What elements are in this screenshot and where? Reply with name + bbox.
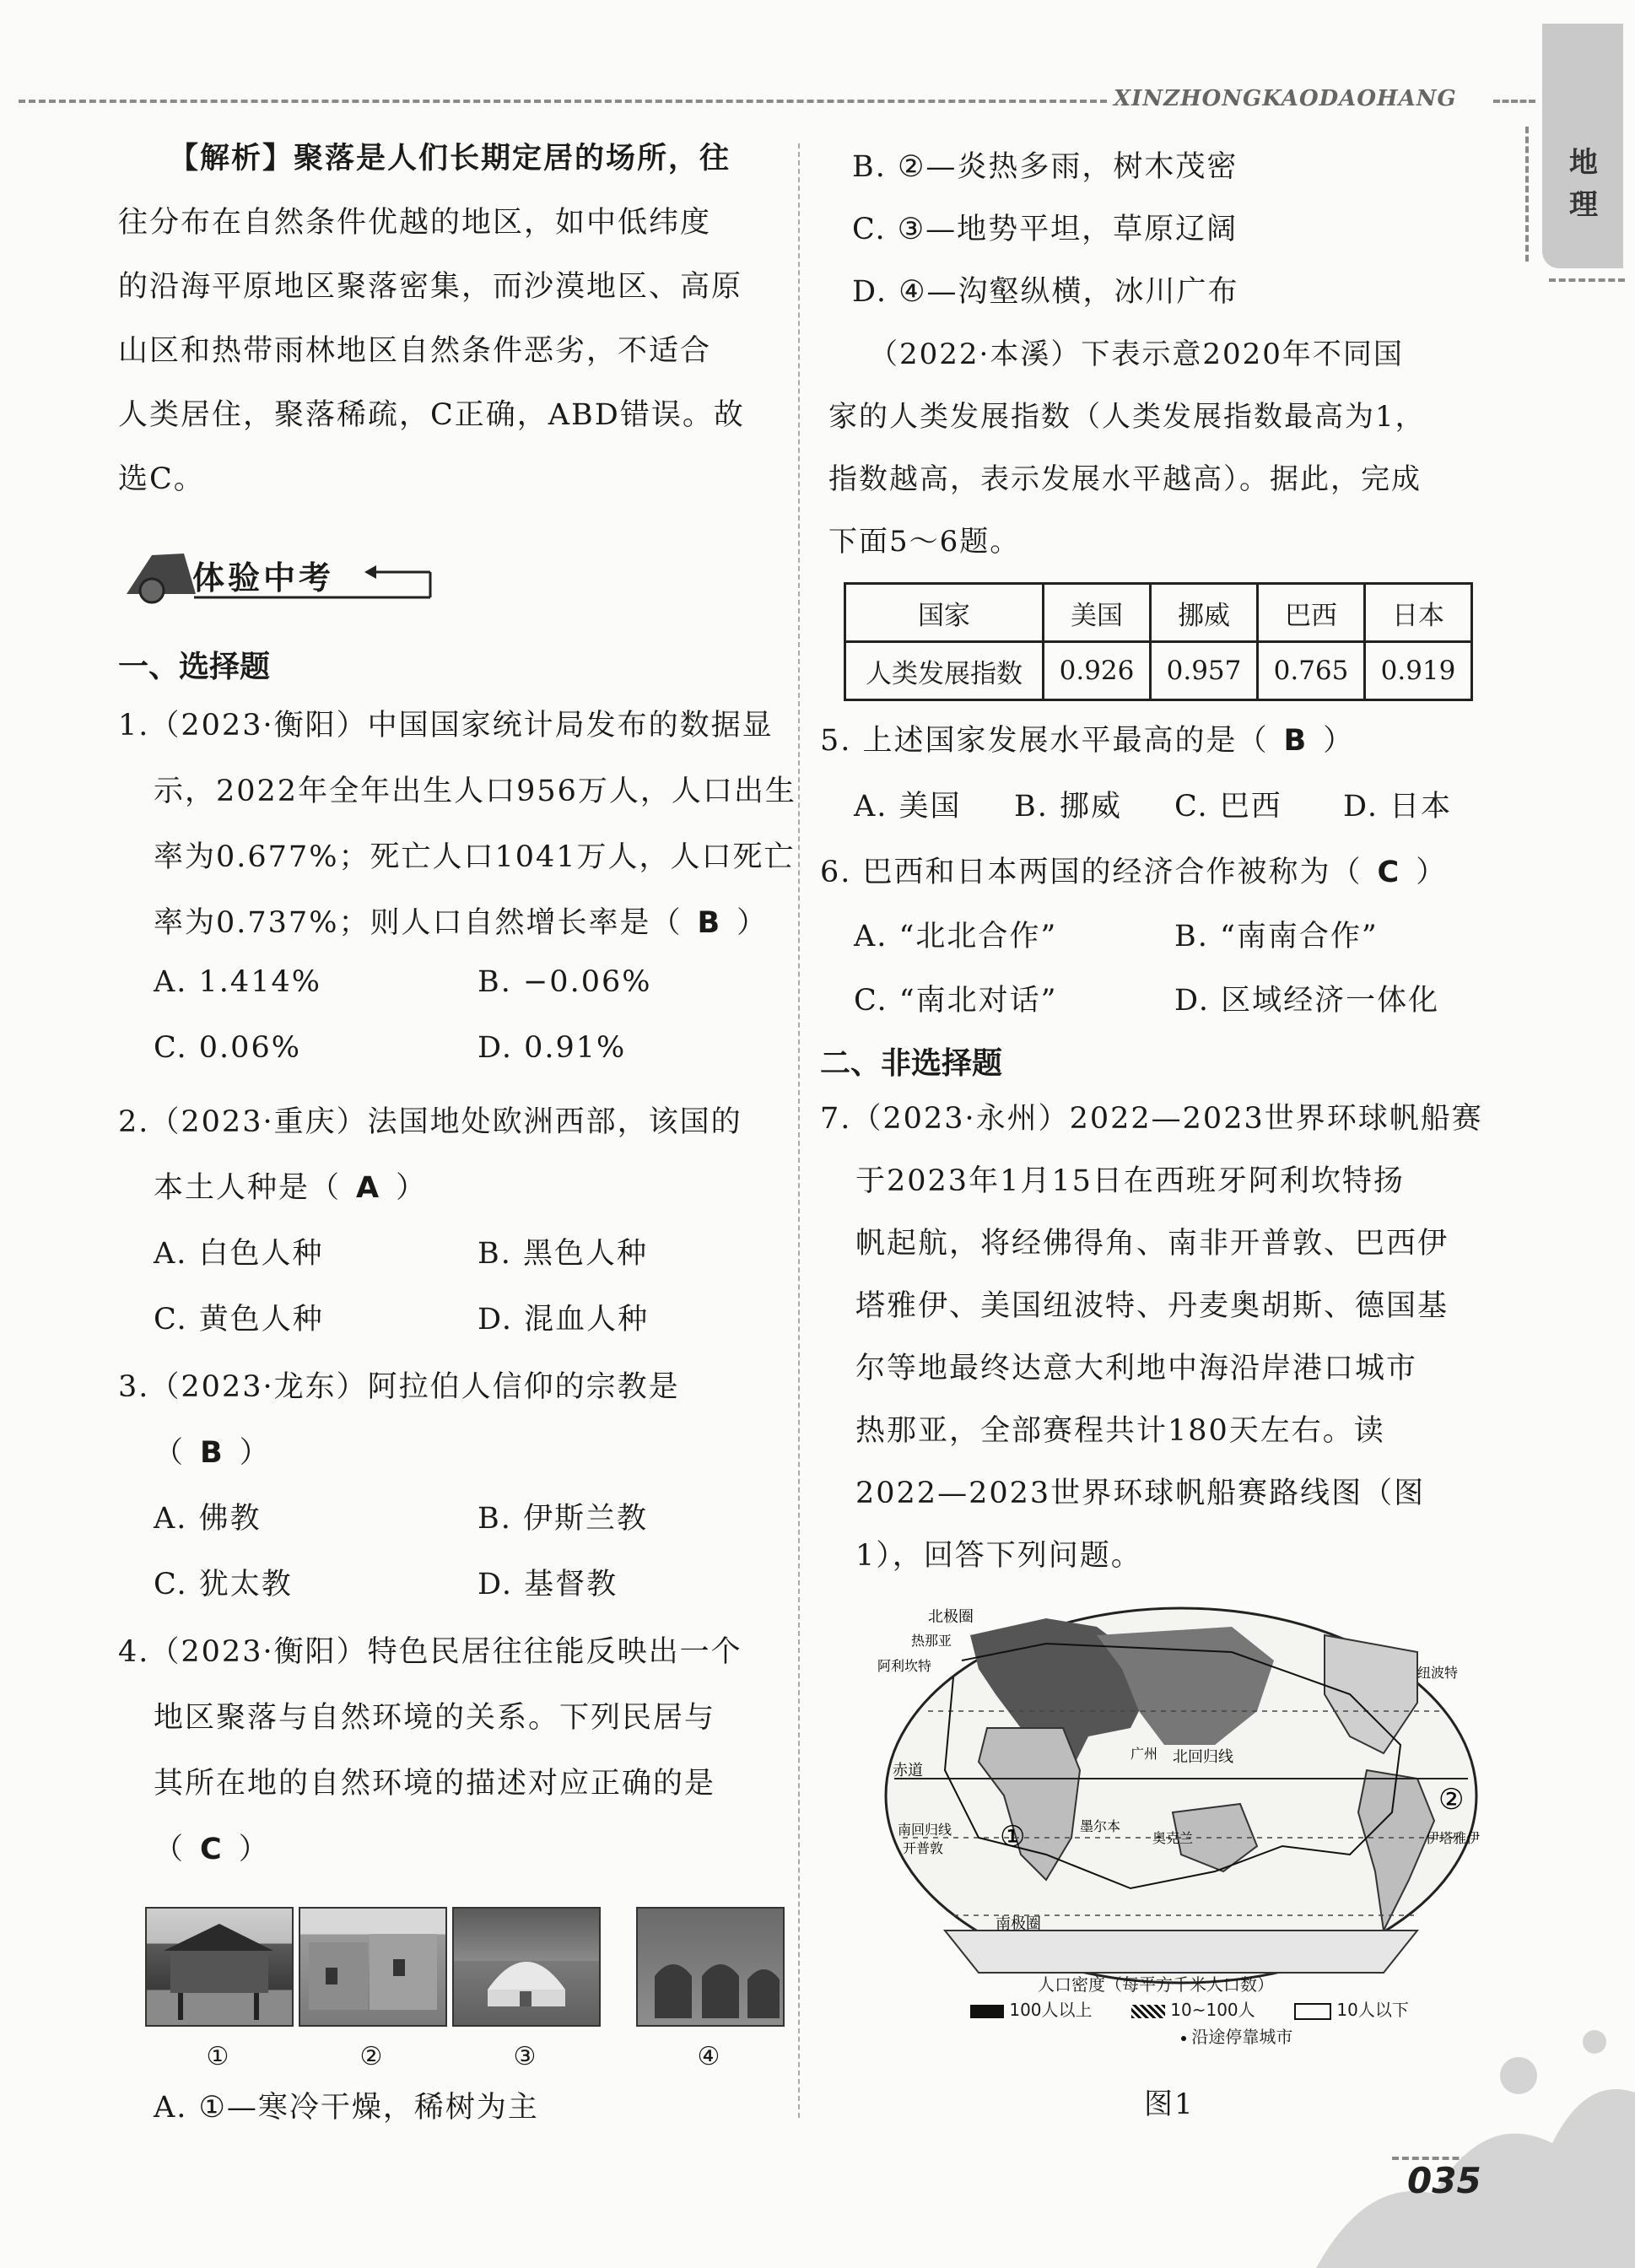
hdi-header-usa: 美国 [1044,584,1151,642]
hdi-header-country: 国家 [845,584,1044,642]
q3-line-2: （ [154,1436,186,1470]
photo-label-3: ③ [513,2042,537,2071]
q2-option-a: A. 白色人种 [154,1237,324,1271]
hdi-header-brazil: 巴西 [1258,584,1365,642]
question-4 [118,1628,776,1892]
legend-stop-dot [1181,2036,1186,2041]
hdi-value-brazil: 0.765 [1258,642,1365,700]
analysis-line-4: 山区和热带雨林地区自然条件恶劣，不适合 [118,334,712,368]
q7-line-8: 1），回答下列问题。 [855,1539,1142,1573]
map-label-tropic-capricorn: 南回归线 [898,1822,952,1838]
part1-heading: 一、选择题 [118,650,271,684]
intro-line-4: 下面5～6题。 [828,525,1021,559]
question-1 [118,702,796,1097]
q4-line-3: 其所在地的自然环境的描述对应正确的是 [154,1767,716,1801]
map-label-cape-town: 开普敦 [903,1840,944,1856]
question-5 [820,717,1461,849]
q1-close: ） [737,906,769,940]
map-label-alicante: 阿利坎特 [877,1658,932,1674]
analysis-line-5: 人类居住，聚落稀疏，C正确，ABD错误。故 [118,398,745,432]
q4-line-2: 地区聚落与自然环境的关系。下列民居与 [154,1701,716,1735]
legend-high: 100人以上 [1009,2000,1093,2020]
q1-answer: B [697,906,722,940]
analysis-line-6: 选C。 [118,462,205,496]
hdi-table-header [845,584,1472,642]
q3-option-d: D. 基督教 [478,1568,618,1601]
photo-flat-roof-house [299,1907,447,2027]
q7-line-1: 7.（2023·永州）2022—2023世界环球帆船赛 [820,1102,1483,1136]
map-label-auckland: 奥克兰 [1152,1830,1194,1846]
subject-tab-label: 地理 [1569,146,1598,222]
map-label-newport: 纽波特 [1417,1665,1459,1681]
photo-cave-dwelling [636,1907,785,2027]
map-antarctica [945,1930,1417,1973]
legend-title: 人口密度（每平方千米人口数） [1038,1974,1274,1995]
q6-close: ） [1416,856,1448,889]
q1-line-2: 示，2022年全年出生人口956万人，人口出生 [154,775,796,808]
q7-line-5: 尔等地最终达意大利地中海沿岸港口城市 [855,1352,1418,1385]
legend-swatch-high [970,2005,1004,2018]
q4-answer: C [200,1833,224,1866]
map-label-genoa: 热那亚 [911,1633,952,1649]
q3-option-c: C. 犹太教 [154,1568,293,1601]
q4-line-4: （ [154,1833,186,1866]
q5-option-a: A. 美国 [854,790,962,824]
q1-option-b: B. −0.06% [478,965,652,999]
tab-dashed-border [1525,127,1529,262]
question-3 [118,1364,776,1627]
q7-line-7: 2022—2023世界环球帆船赛路线图（图 [855,1477,1426,1510]
q7-line-4: 塔雅伊、美国纽波特、丹麦奥胡斯、德国基 [855,1289,1449,1323]
legend-mid: 10~100人 [1170,2000,1255,2020]
q7-line-6: 热那亚，全部赛程共计180天左右。读 [855,1414,1385,1448]
q5-option-c: C. 巴西 [1174,790,1282,824]
hdi-header-norway: 挪威 [1151,584,1258,642]
photo-label-4: ④ [697,2042,720,2071]
intro-line-1: （2022·本溪）下表示意2020年不同国 [869,338,1404,371]
q6-answer: C [1377,856,1401,889]
footer-splash-decoration [1265,1991,1635,2268]
question-2 [118,1099,776,1362]
photo-label-2: ② [359,2042,383,2071]
q5-close: ） [1323,724,1355,758]
q3-answer: B [200,1436,224,1470]
intro-line-3: 指数越高，表示发展水平越高）。据此，完成 [828,462,1422,496]
q3-option-b: B. 伊斯兰教 [478,1502,648,1536]
q3-line-1: 3.（2023·龙东）阿拉伯人信仰的宗教是 [118,1370,680,1404]
map-marker-2: ② [1438,1783,1465,1817]
q3-option-a: A. 佛教 [154,1502,262,1536]
analysis-line-2: 往分布在自然条件优越的地区，如中低纬度 [118,206,712,240]
q5-stem: 5. 上述国家发展水平最高的是（ [820,724,1269,758]
hdi-header-japan: 日本 [1365,584,1472,642]
q1-option-c: C. 0.06% [154,1031,301,1065]
q1-line-4: 率为0.737%；则人口自然增长率是（ [154,906,683,940]
q1-option-d: D. 0.91% [478,1031,627,1065]
q6-stem: 6. 巴西和日本两国的经济合作被称为（ [820,856,1362,889]
question-6 [820,849,1461,1041]
photo-label-1: ① [206,2042,229,2071]
q6-option-a: A. “北北合作” [854,920,1058,953]
q6-option-b: B. “南南合作” [1174,920,1379,953]
hdi-table [844,582,1473,701]
legend-swatch-mid [1131,2005,1165,2018]
q6-option-c: C. “南北对话” [854,984,1058,1018]
q2-option-b: B. 黑色人种 [478,1237,648,1271]
part2-heading: 二、非选择题 [820,1046,1003,1081]
map-label-equator: 赤道 [893,1762,923,1779]
q4-option-c: C. ③—地势平坦，草原辽阔 [852,213,1238,246]
hdi-value-norway: 0.957 [1151,642,1258,700]
hdi-table-row [845,642,1472,700]
q4-options-continued [852,143,1493,331]
q4-close: ） [238,1833,270,1866]
page-number: 035 [1407,2160,1481,2201]
q3-close: ） [239,1436,271,1470]
map-label-antarctic-circle: 南极圈 [996,1915,1041,1933]
q4-option-a: A. ①—寒冷干燥，稀树为主 [154,2091,539,2125]
q4-line-1: 4.（2023·衡阳）特色民居往往能反映出一个 [118,1635,742,1669]
q5-answer: B [1283,724,1309,758]
map-label-tropic-cancer: 北回归线 [1173,1748,1233,1766]
analysis-line-3: 的沿海平原地区聚落密集，而沙漠地区、高原 [118,270,743,304]
q1-line-3: 率为0.677%；死亡人口1041万人，人口死亡 [154,840,796,874]
q1-line-1: 1.（2023·衡阳）中国国家统计局发布的数据显 [118,709,774,742]
q4-option-b: B. ②—炎热多雨，树木茂密 [852,150,1238,184]
hdi-row-label: 人类发展指数 [845,642,1044,700]
header-rule-right [1493,100,1535,103]
q7-line-3: 帆起航，将经佛得角、南非开普敦、巴西伊 [855,1227,1449,1261]
legend-stop: 沿途停靠城市 [1191,2027,1293,2047]
map-label-arctic: 北极圈 [928,1608,974,1626]
photo-stilt-house [145,1907,294,2027]
q5-option-d: D. 日本 [1343,790,1453,824]
running-title: XINZHONGKAODAOHANG [1114,86,1457,111]
q4-option-d: D. ④—沟壑纵横，冰川广布 [852,275,1239,309]
question-7 [820,1095,1495,1595]
hdi-value-usa: 0.926 [1044,642,1151,700]
q7-line-2: 于2023年1月15日在西班牙阿利坎特扬 [855,1164,1405,1198]
intro-line-2: 家的人类发展指数（人类发展指数最高为1， [828,400,1426,434]
figure-caption: 图1 [1144,2087,1195,2121]
q2-close: ） [396,1171,428,1205]
map-marker-1: ① [1000,1820,1026,1854]
map-label-guangzhou: 广州 [1130,1746,1158,1762]
map-label-melbourne: 墨尔本 [1080,1818,1121,1834]
map-label-itajai: 伊塔雅伊 [1426,1830,1481,1846]
q6-option-d: D. 区域经济一体化 [1174,984,1440,1018]
legend-low: 10人以下 [1336,2000,1409,2020]
photo-yurt [452,1907,601,2027]
tab-dashed-bottom [1549,278,1625,282]
q2-line-1: 2.（2023·重庆）法国地处欧洲西部，该国的 [118,1105,742,1139]
section-banner-title: 体验中考 [192,559,335,597]
q1-option-a: A. 1.414% [154,965,321,999]
analysis-line-1: 【解析】聚落是人们长期定居的场所，往 [169,142,731,176]
header-rule [19,100,1107,103]
q2-line-2: 本土人种是（ [154,1171,342,1205]
hdi-value-japan: 0.919 [1365,642,1472,700]
q2-option-c: C. 黄色人种 [154,1303,324,1336]
intro-5-6 [828,331,1503,580]
q2-option-d: D. 混血人种 [478,1303,650,1336]
q2-answer: A [356,1171,381,1205]
world-route-map [877,1601,1485,2006]
q5-option-b: B. 挪威 [1014,790,1122,824]
column-divider [798,143,800,2118]
analysis-block [118,135,776,520]
